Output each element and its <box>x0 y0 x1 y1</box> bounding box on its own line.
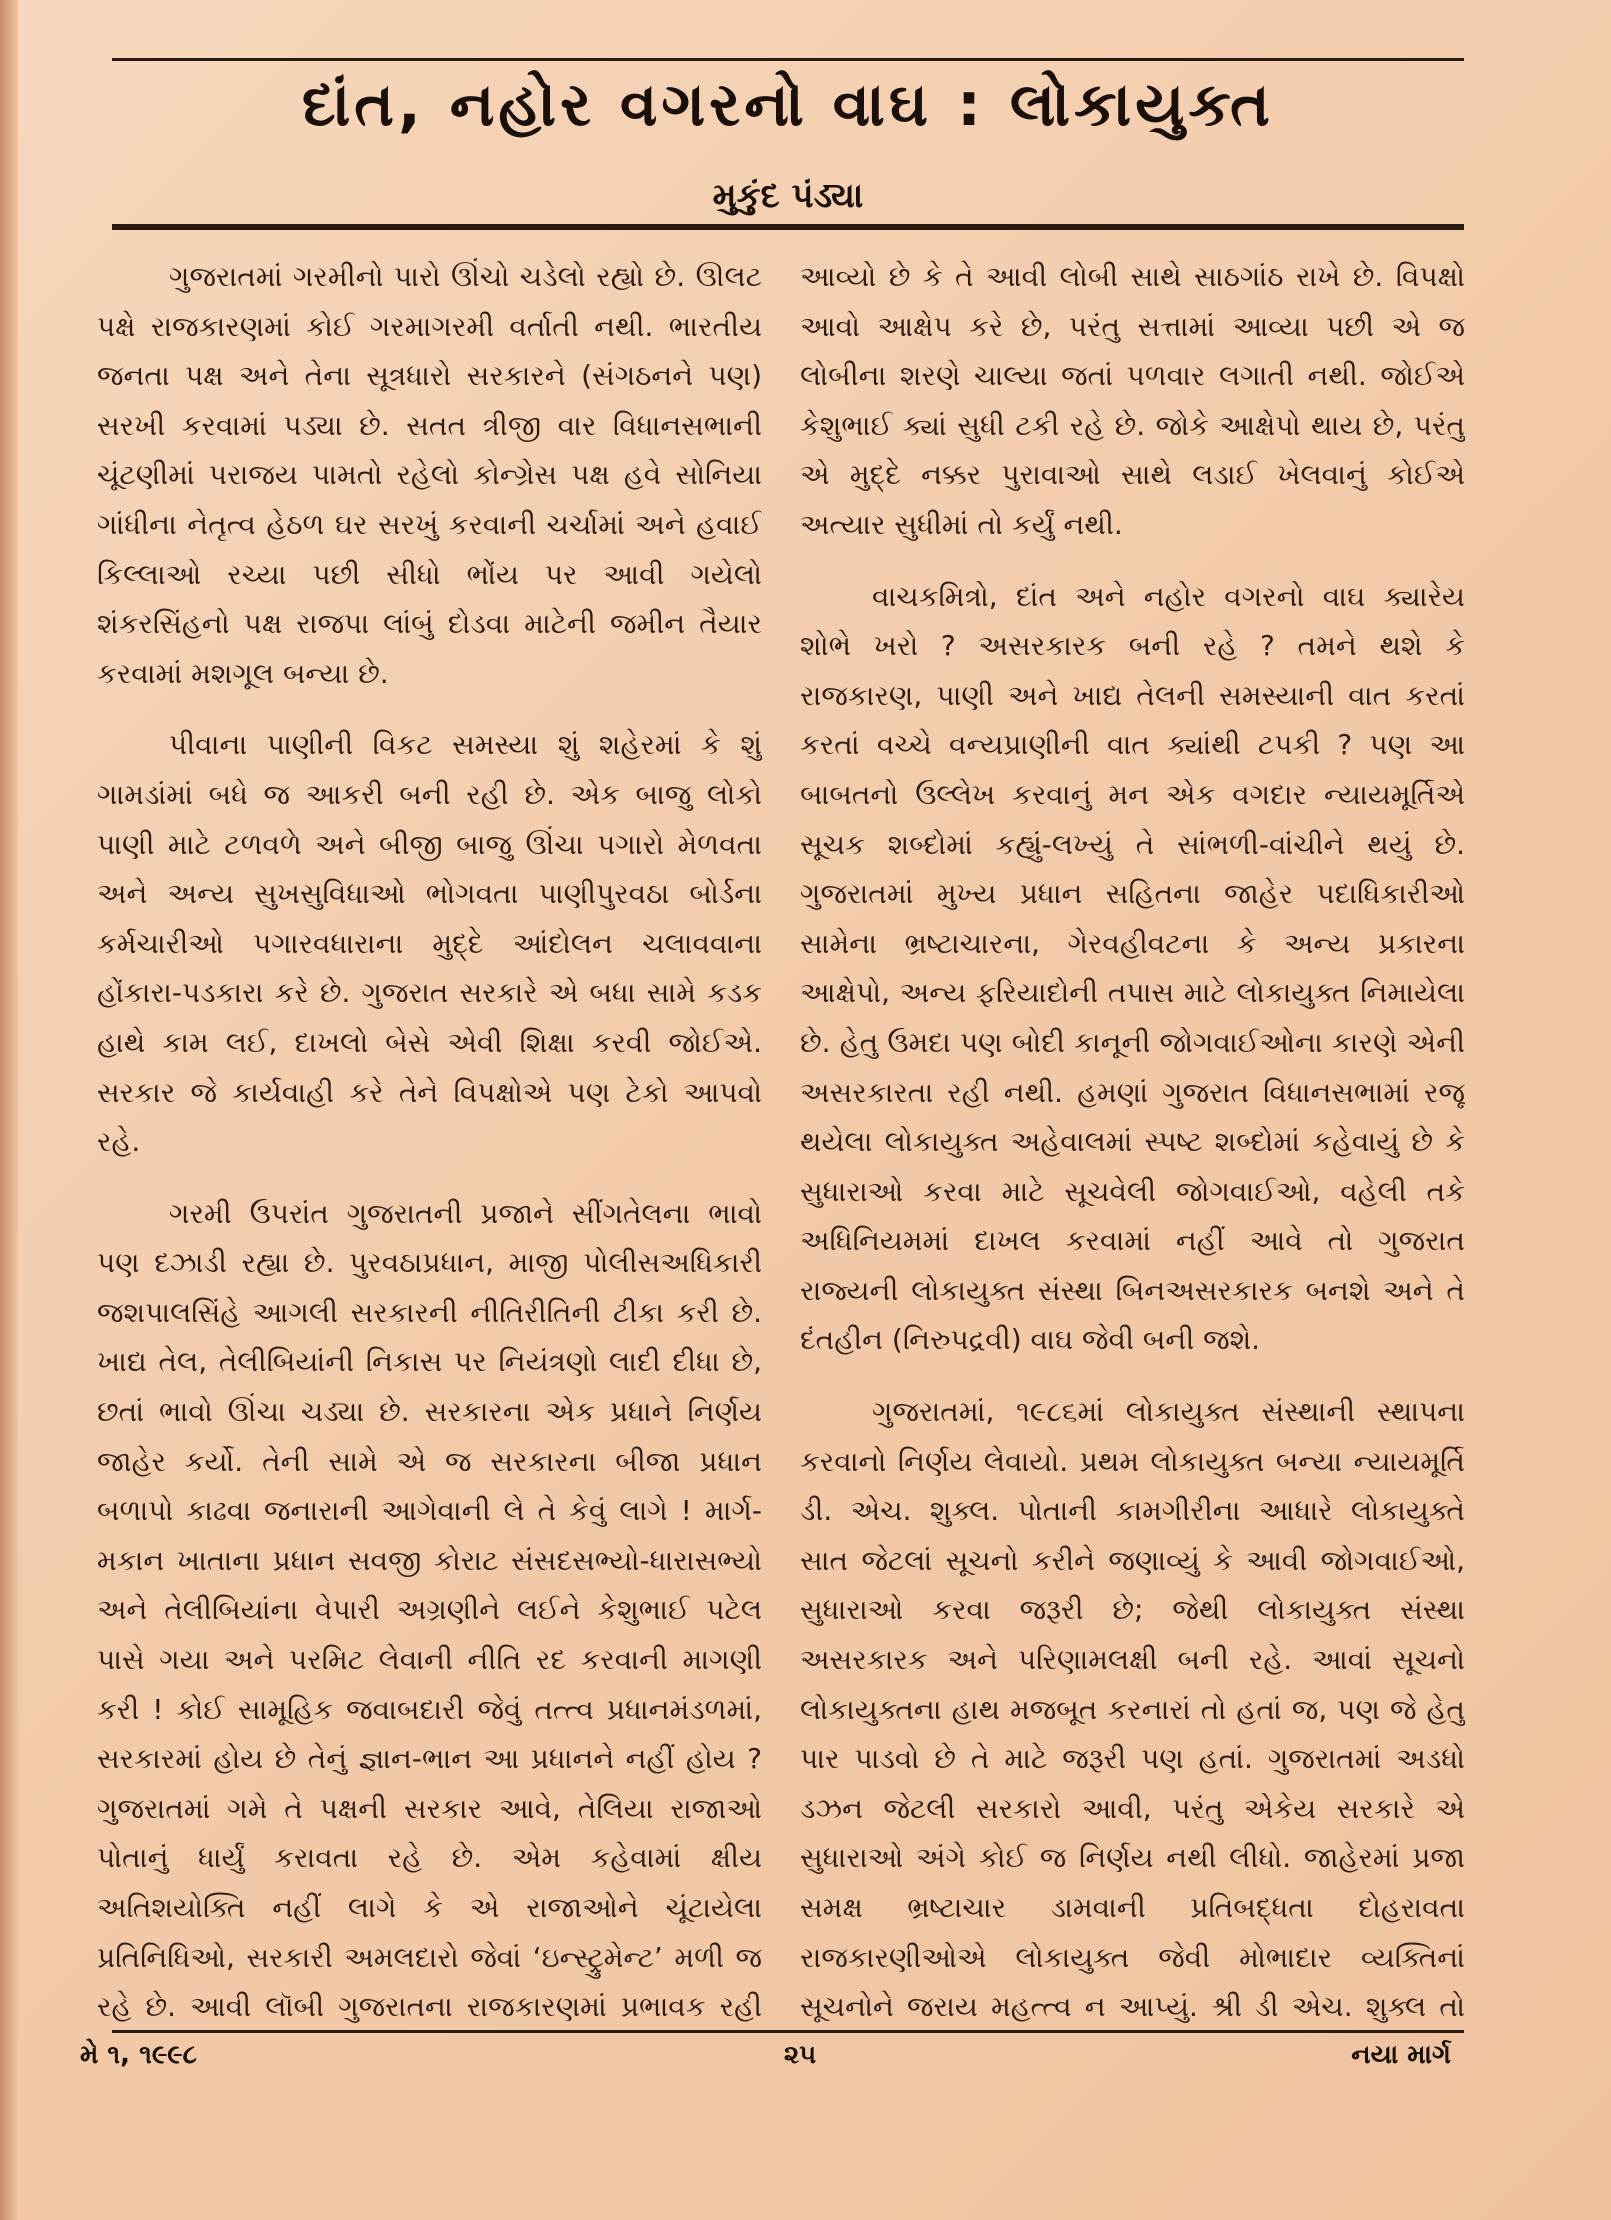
publication-name: નયા માર્ગ <box>1351 2040 1451 2070</box>
right-column <box>800 252 1465 2032</box>
header-rule <box>112 224 1464 230</box>
paragraph: ગરમી ઉપરાંત ગુજરાતની પ્રજાને સીંગતેલના ભાવો પણ દઝાડી રહ્યા છે. પુરવઠાપ્રધાન, માજી પોલીસઅધિકારી જશપાલસિંહે આગલી સરકારની નીતિરીતિની ટીકા કરી છે. ખાદ્ય તેલ, તેલીબિયાંની નિકાસ પર નિયંત્રણો લાદી દીધા છે, છતાં ભાવો ઊંચા ચડ્યા છે. સરકારના એક પ્રધાને નિર્ણય જાહેર કર્યો. તેની સામે એ જ સરકારના બીજા પ્રધાન બળાપો કાઢવા જનારાની આગેવાની લે તે કેવું લાગે ! માર્ગ-મકાન ખાતાના પ્રધાન સવજી કોરાટ સંસદસભ્યો-ધારાસભ્યો અને તેલીબિયાંના વેપારી અગ્રણીને લઈને કેશુભાઈ પટેલ પાસે ગયા અને પરમિટ લેવાની નીતિ રદ કરવાની માગણી કરી ! કોઈ સામૂહિક જવાબદારી જેવું તત્ત્વ પ્રધાનમંડળમાં, સરકારમાં હોય છે તેનું જ્ઞાન-ભાન આ પ્રધાનને નહીં હોય ? ગુજરાતમાં ગમે તે પક્ષની સરકાર આવે, તેલિયા રાજાઓ પોતાનું ધાર્યું કરાવતા રહે છે. એમ કહેવામાં ક્ષીય અતિશયોક્તિ નહીં લાગે કે એ રાજાઓને ચૂંટાયેલા પ્રતિનિધિઓ, સરકારી અમલદારો જેવાં ‘ઇન્સ્ટ્રુમેન્ટ’ મળી જ રહે છે. આવી લૉબી ગુજરાતના રાજકારણમાં પ્રભાવક રહી <box>97 1196 762 2024</box>
left-column <box>97 252 762 2032</box>
paragraph: ગુજરાતમાં, ૧૯૮૬માં લોકાયુક્ત સંસ્થાની સ્થાપના કરવાનો નિર્ણય લેવાયો. પ્રથમ લોકાયુક્ત બન્યા ન્યાયમૂર્તિ ડી. એચ. શુક્લ. પોતાની કામગીરીના આધારે લોકાયુક્તે સાત જેટલાં સૂચનો કરીને જણાવ્યું કે આવી જોગવાઈઓ, સુધારાઓ કરવા જરૂરી છે; જેથી લોકાયુક્ત સંસ્થા અસરકારક અને પરિણામલક્ષી બની રહે. આવાં સૂચનો લોકાયુક્તના હાથ મજબૂત કરનારાં તો હતાં જ, પણ જે હેતુ પાર પાડવો છે તે માટે જરૂરી પણ હતાં. ગુજરાતમાં અડધો ડઝન જેટલી સરકારો આવી, પરંતુ એકેય સરકારે એ સુધારાઓ અંગે કોઈ જ નિર્ણય નથી લીધો. જાહેરમાં પ્રજા સમક્ષ ભ્રષ્ટાચાર ડામવાની પ્રતિબદ્ધતા દોહરાવતા રાજકારણીઓએ લોકાયુક્ત જેવી મોભાદાર વ્યક્તિનાં સૂચનોને જરાય મહત્ત્વ ન આપ્યું. શ્રી ડી એચ. શુક્લ તો <box>800 1395 1465 2024</box>
top-rule <box>112 58 1464 61</box>
paragraph: પીવાના પાણીની વિકટ સમસ્યા શું શહેરમાં કે શું ગામડાંમાં બધે જ આકરી બની રહી છે. એક બાજુ લોકો પાણી માટે ટળવળે અને બીજી બાજુ ઊંચા પગારો મેળવતા અને અન્ય સુખસુવિધાઓ ભોગવતા પાણીપુરવઠા બોર્ડના કર્મચારીઓ પગારવધારાના મુદ્દે આંદોલન ચલાવવાના હોંકારા-પડકારા કરે છે. ગુજરાત સરકારે એ બધા સામે કડક હાથે કામ લઈ, દાખલો બેસે એવી શિક્ષા કરવી જોઈએ. સરકાર જે કાર્યવાહી કરે તેને વિપક્ષોએ પણ ટેકો આપવો રહે. <box>97 728 762 1159</box>
issue-date: મે ૧, ૧૯૯૮ <box>80 2040 197 2070</box>
article-author: મુકુંદ પંડ્યા <box>712 176 864 216</box>
footer-rule <box>112 2030 1464 2033</box>
page-edge <box>0 0 18 2220</box>
article-title: દાંત, નહોર વગરનો વાઘ : લોકાયુક્ત <box>302 70 1274 140</box>
paragraph: ગુજરાતમાં ગરમીનો પારો ઊંચો ચડેલો રહ્યો છે. ઊલટ પક્ષે રાજકારણમાં કોઈ ગરમાગરમી વર્તાતી નથી. ભારતીય જનતા પક્ષ અને તેના સૂત્રધારો સરકારને (સંગઠનને પણ) સરખી કરવામાં પડ્યા છે. સતત ત્રીજી વાર વિધાનસભાની ચૂંટણીમાં પરાજય પામતો રહેલો કોન્ગ્રેસ પક્ષ હવે સોનિયા ગાંધીના નેતૃત્વ હેઠળ ઘર સરખું કરવાની ચર્ચામાં અને હવાઈ કિલ્લાઓ રચ્યા પછી સીધો ભોંય પર આવી ગયેલો શંકરસિંહનો પક્ષ રાજપા લાંબું દોડવા માટેની જમીન તૈયાર કરવામાં મશગૂલ બન્યા છે. <box>97 260 762 690</box>
paragraph: આવ્યો છે કે તે આવી લોબી સાથે સાઠગાંઠ રાખે છે. વિપક્ષો આવો આક્ષેપ કરે છે, પરંતુ સત્તામાં આવ્યા પછી એ જ લોબીના શરણે ચાલ્યા જતાં પળવાર લગાતી નથી. જોઈએ કેશુભાઈ ક્યાં સુધી ટકી રહે છે. જોકે આક્ષેપો થાય છે, પરંતુ એ મુદ્દે નક્કર પુરાવાઓ સાથે લડાઈ ખેલવાનું કોઈએ અત્યાર સુધીમાં તો કર્યું નથી. <box>800 260 1465 541</box>
paragraph: વાચકમિત્રો, દાંત અને નહોર વગરનો વાઘ ક્યારેય શોભે ખરો ? અસરકારક બની રહે ? તમને થશે કે રાજકારણ, પાણી અને ખાદ્ય તેલની સમસ્યાની વાત કરતાં કરતાં વચ્ચે વન્યપ્રાણીની વાત ક્યાંથી ટપકી ? પણ આ બાબતનો ઉલ્લેખ કરવાનું મન એક વગદાર ન્યાયમૂર્તિએ સૂચક શબ્દોમાં કહ્યું-લખ્યું તે સાંભળી-વાંચીને થયું છે. ગુજરાતમાં મુખ્ય પ્રધાન સહિતના જાહેર પદાધિકારીઓ સામેના ભ્રષ્ટાચારના, ગેરવહીવટના કે અન્ય પ્રકારના આક્ષેપો, અન્ય ફરિયાદોની તપાસ માટે લોકાયુક્ત નિમાયેલા છે. હેતુ ઉમદા પણ બોદી કાનૂની જોગવાઈઓના કારણે એની અસરકારતા રહી નથી. હમણાં ગુજરાત વિધાનસભામાં રજૂ થયેલા લોકાયુક્ત અહેવાલમાં સ્પષ્ટ શબ્દોમાં કહેવાયું છે કે સુધારાઓ કરવા માટે સૂચવેલી જોગવાઈઓ, વહેલી તકે અધિનિયમમાં દાખલ કરવામાં નહીં આવે તો ગુજરાત રાજ્યની લોકાયુક્ત સંસ્થા બિનઅસરકારક બનશે અને તે દંતહીન (નિરુપદ્રવી) વાઘ જેવી બની જશે. <box>800 579 1465 1357</box>
page-number: ૨૫ <box>783 2040 817 2070</box>
